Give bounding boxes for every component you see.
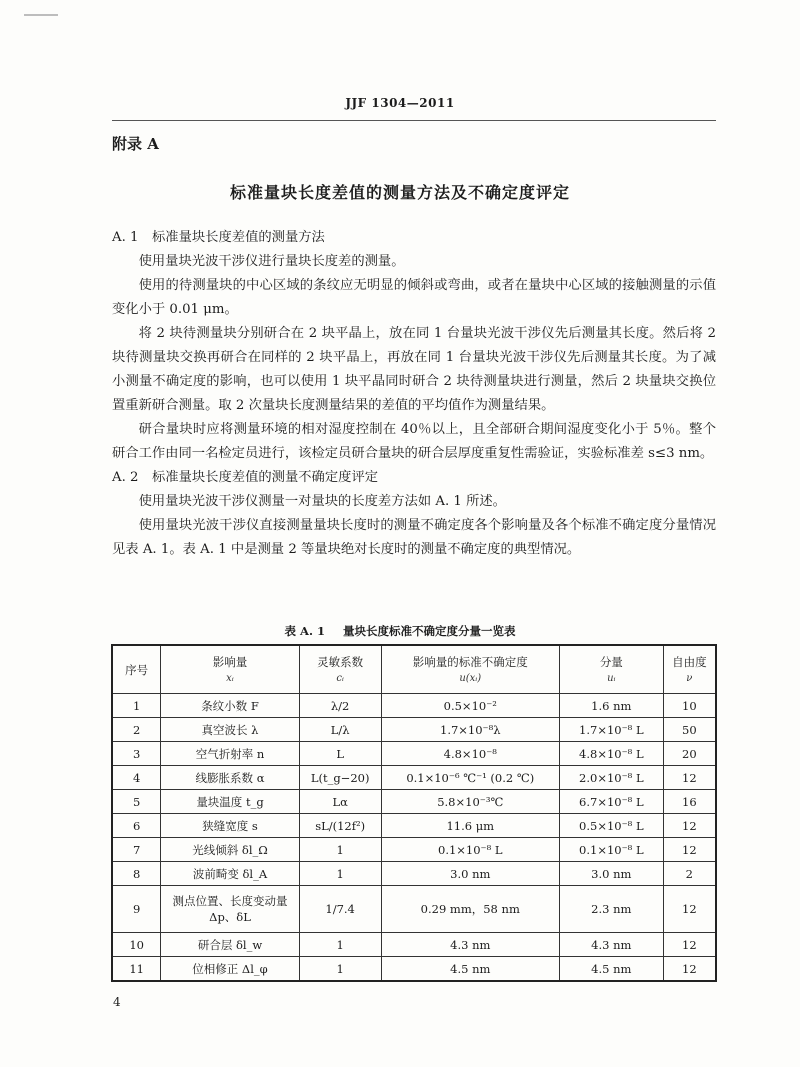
table-title: 量块长度标准不确定度分量一览表 xyxy=(342,624,516,638)
cell-dof: 16 xyxy=(663,790,716,814)
table-row xyxy=(112,838,716,862)
cell-component: 6.7×10⁻⁸ L xyxy=(559,790,663,814)
table-row xyxy=(112,790,716,814)
cell-dof: 2 xyxy=(663,862,716,886)
cell-sensitivity: Lα xyxy=(299,790,381,814)
scan-mark xyxy=(24,14,58,16)
header-sensitivity: 灵敏系数 cᵢ xyxy=(299,645,381,694)
paragraph: 使用量块光波干涉仪测量一对量块的长度差方法如 A. 1 所述。 xyxy=(138,494,506,509)
cell-dof: 50 xyxy=(663,718,716,742)
cell-seq: 3 xyxy=(112,742,161,766)
appendix-label: 附录 A xyxy=(112,135,159,153)
section-number: A. 2 xyxy=(112,470,139,485)
cell-sensitivity: λ/2 xyxy=(299,694,381,718)
paragraph: 将 2 块待测量块分别研合在 2 块平晶上，放在同 1 台量块光波干涉仪先后测量其长度。然后将 2 块待测量块交换再研合在同样的 2 块平晶上，再放在同 1 台量块光波干涉仪先后测量其长度。为了减小测量不确定度的影响，也可以使用 1 块平晶同时研合 2 块待测量块进行测量，然后 2 块量块交换位置重新研合测量。取 2 次量块长度测量结果的差值的平均值作为测量结果。 xyxy=(112,326,716,413)
cell-sensitivity: 1 xyxy=(299,838,381,862)
section-a2-heading xyxy=(112,466,716,490)
table-row xyxy=(112,718,716,742)
cell-sensitivity: sL/(12f²) xyxy=(299,814,381,838)
standard-code: JJF 1304—2011 xyxy=(345,96,455,110)
cell-component: 4.3 nm xyxy=(559,933,663,957)
cell-influence: 波前畸变 δl_A xyxy=(161,862,299,886)
cell-influence: 测点位置、长度变动量 Δp、δL xyxy=(161,886,299,933)
cell-component: 4.5 nm xyxy=(559,957,663,982)
table-row xyxy=(112,694,716,718)
uncertainty-table xyxy=(111,644,717,982)
cell-dof: 12 xyxy=(663,886,716,933)
cell-dof: 12 xyxy=(663,838,716,862)
section-title: 标准量块长度差值的测量不确定度评定 xyxy=(152,470,379,485)
header-influence: 影响量 xᵢ xyxy=(161,645,299,694)
paragraph: 使用量块光波干涉仪进行量块长度差的测量。 xyxy=(138,254,405,269)
table-row xyxy=(112,742,716,766)
cell-dof: 12 xyxy=(663,933,716,957)
section-a1-heading xyxy=(112,226,716,250)
cell-std-uncertainty: 4.8×10⁻⁸ xyxy=(381,742,559,766)
cell-std-uncertainty: 4.3 nm xyxy=(381,933,559,957)
cell-influence: 线膨胀系数 α xyxy=(161,766,299,790)
table-row xyxy=(112,862,716,886)
cell-component: 1.7×10⁻⁸ L xyxy=(559,718,663,742)
cell-sensitivity: L xyxy=(299,742,381,766)
table-row xyxy=(112,957,716,982)
cell-seq: 4 xyxy=(112,766,161,790)
cell-component: 1.6 nm xyxy=(559,694,663,718)
paragraph: 研合量块时应将测量环境的相对湿度控制在 40％以上，且全部研合期间湿度变化小于 5％。整个研合工作由同一名检定员进行，该检定员研合量块的研合层厚度重复性需验证，实验标准差 s≤3 nm。 xyxy=(112,422,716,461)
page-number: 4 xyxy=(113,995,121,1009)
table-row xyxy=(112,766,716,790)
paragraph: 使用的待测量块的中心区域的条纹应无明显的倾斜或弯曲，或者在量块中心区域的接触测量的示值变化小于 0.01 μm。 xyxy=(112,278,716,317)
cell-dof: 12 xyxy=(663,814,716,838)
cell-influence: 位相修正 Δl_φ xyxy=(161,957,299,982)
section-title: 标准量块长度差值的测量方法 xyxy=(152,230,325,245)
cell-influence: 空气折射率 n xyxy=(161,742,299,766)
header-component: 分量 uᵢ xyxy=(559,645,663,694)
table-number: 表 A. 1 xyxy=(284,624,325,638)
cell-sensitivity: 1 xyxy=(299,933,381,957)
cell-component: 2.3 nm xyxy=(559,886,663,933)
cell-influence: 量块温度 t_g xyxy=(161,790,299,814)
cell-component: 0.1×10⁻⁸ L xyxy=(559,838,663,862)
cell-component: 4.8×10⁻⁸ L xyxy=(559,742,663,766)
cell-seq: 8 xyxy=(112,862,161,886)
cell-sensitivity: 1/7.4 xyxy=(299,886,381,933)
cell-std-uncertainty: 3.0 nm xyxy=(381,862,559,886)
cell-dof: 10 xyxy=(663,694,716,718)
cell-sensitivity: 1 xyxy=(299,957,381,982)
section-number: A. 1 xyxy=(112,230,139,245)
table-row xyxy=(112,933,716,957)
cell-std-uncertainty: 5.8×10⁻³℃ xyxy=(381,790,559,814)
table-header-row xyxy=(112,645,716,694)
cell-std-uncertainty: 1.7×10⁻⁸λ xyxy=(381,718,559,742)
cell-dof: 12 xyxy=(663,766,716,790)
cell-sensitivity: 1 xyxy=(299,862,381,886)
cell-seq: 6 xyxy=(112,814,161,838)
cell-std-uncertainty: 4.5 nm xyxy=(381,957,559,982)
cell-component: 3.0 nm xyxy=(559,862,663,886)
header-dof: 自由度 ν xyxy=(663,645,716,694)
cell-std-uncertainty: 0.5×10⁻² xyxy=(381,694,559,718)
cell-sensitivity: L(t_g−20) xyxy=(299,766,381,790)
paragraph: 使用量块光波干涉仪直接测量量块长度时的测量不确定度各个影响量及各个标准不确定度分量情况见表 A. 1。表 A. 1 中是测量 2 等量块绝对长度时的测量不确定度的典型情况。 xyxy=(112,518,716,557)
cell-seq: 9 xyxy=(112,886,161,933)
cell-influence: 狭缝宽度 s xyxy=(161,814,299,838)
cell-std-uncertainty: 0.1×10⁻⁶ ℃⁻¹ (0.2 ℃) xyxy=(381,766,559,790)
table-row xyxy=(112,814,716,838)
cell-dof: 12 xyxy=(663,957,716,982)
document-title: 标准量块长度差值的测量方法及不确定度评定 xyxy=(229,183,570,202)
cell-seq: 1 xyxy=(112,694,161,718)
table-row xyxy=(112,886,716,933)
cell-std-uncertainty: 0.1×10⁻⁸ L xyxy=(381,838,559,862)
header-rule xyxy=(112,120,716,121)
header-std-uncertainty: 影响量的标准不确定度 u(xᵢ) xyxy=(381,645,559,694)
cell-component: 0.5×10⁻⁸ L xyxy=(559,814,663,838)
cell-seq: 10 xyxy=(112,933,161,957)
cell-std-uncertainty: 11.6 μm xyxy=(381,814,559,838)
cell-seq: 5 xyxy=(112,790,161,814)
cell-dof: 20 xyxy=(663,742,716,766)
cell-seq: 11 xyxy=(112,957,161,982)
cell-seq: 2 xyxy=(112,718,161,742)
header-seq: 序号 xyxy=(112,645,161,694)
cell-std-uncertainty: 0.29 mm，58 nm xyxy=(381,886,559,933)
cell-influence: 研合层 δl_w xyxy=(161,933,299,957)
cell-influence: 条纹小数 F xyxy=(161,694,299,718)
table-caption xyxy=(0,623,800,639)
cell-influence: 光线倾斜 δl_Ω xyxy=(161,838,299,862)
cell-influence: 真空波长 λ xyxy=(161,718,299,742)
cell-seq: 7 xyxy=(112,838,161,862)
body-text xyxy=(112,226,716,562)
cell-sensitivity: L/λ xyxy=(299,718,381,742)
cell-component: 2.0×10⁻⁸ L xyxy=(559,766,663,790)
